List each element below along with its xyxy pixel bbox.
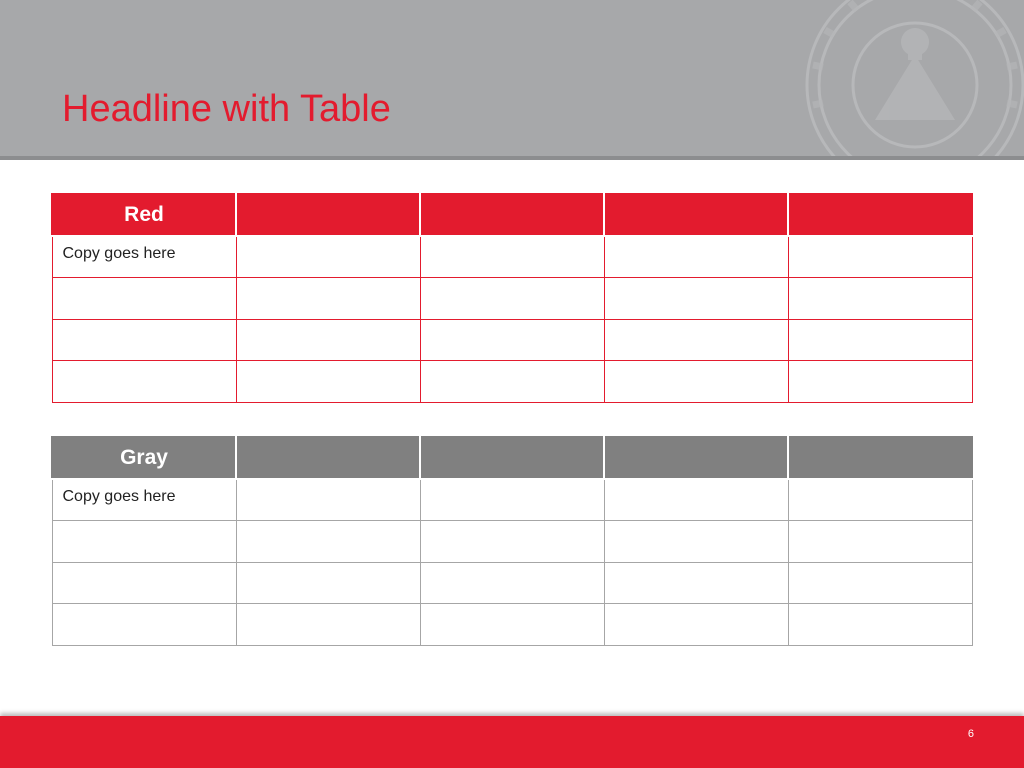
table-cell bbox=[52, 319, 236, 361]
table-cell bbox=[604, 479, 788, 521]
page-title: Headline with Table bbox=[62, 88, 391, 130]
red-table bbox=[51, 193, 973, 403]
table-cell bbox=[420, 319, 604, 361]
table-cell bbox=[788, 361, 972, 403]
gray-table bbox=[51, 436, 973, 646]
table-row bbox=[52, 236, 972, 278]
table-cell bbox=[420, 236, 604, 278]
gray-table-header-cell bbox=[604, 437, 788, 479]
table-cell bbox=[788, 319, 972, 361]
table-cell bbox=[52, 521, 236, 563]
gray-table-header-row bbox=[52, 437, 972, 479]
table-cell bbox=[52, 562, 236, 604]
red-table-header-cell bbox=[236, 194, 420, 236]
table-cell bbox=[604, 236, 788, 278]
table-cell bbox=[604, 562, 788, 604]
table-row bbox=[52, 278, 972, 320]
table-cell bbox=[604, 604, 788, 646]
table-cell bbox=[236, 479, 420, 521]
table-row bbox=[52, 479, 972, 521]
table-cell bbox=[236, 319, 420, 361]
footer-band bbox=[0, 716, 1024, 768]
header-band bbox=[0, 0, 1024, 160]
table-cell bbox=[604, 278, 788, 320]
table-cell bbox=[788, 562, 972, 604]
university-seal-watermark bbox=[800, 0, 1024, 160]
gray-table-header-cell bbox=[788, 437, 972, 479]
table-cell bbox=[420, 604, 604, 646]
table-cell bbox=[52, 361, 236, 403]
red-table-header-cell bbox=[604, 194, 788, 236]
table-row bbox=[52, 562, 972, 604]
table-cell: Copy goes here bbox=[52, 479, 236, 521]
table-cell bbox=[236, 278, 420, 320]
gray-table-header-cell: Gray bbox=[52, 437, 236, 479]
red-table-header-cell bbox=[788, 194, 972, 236]
table-cell bbox=[236, 521, 420, 563]
table-row bbox=[52, 521, 972, 563]
table-cell bbox=[52, 278, 236, 320]
page-number: 6 bbox=[967, 728, 974, 740]
red-table-header-cell: Red bbox=[52, 194, 236, 236]
table-cell bbox=[788, 278, 972, 320]
table-cell bbox=[420, 562, 604, 604]
gray-table-header-cell bbox=[420, 437, 604, 479]
table-row bbox=[52, 319, 972, 361]
table-cell bbox=[236, 562, 420, 604]
table-cell bbox=[420, 278, 604, 320]
table-cell bbox=[788, 236, 972, 278]
table-cell bbox=[604, 319, 788, 361]
table-cell: Copy goes here bbox=[52, 236, 236, 278]
table-cell bbox=[788, 479, 972, 521]
table-cell bbox=[236, 361, 420, 403]
table-cell bbox=[236, 236, 420, 278]
table-cell bbox=[420, 521, 604, 563]
table-cell bbox=[420, 361, 604, 403]
gray-table-header-cell bbox=[236, 437, 420, 479]
table-row bbox=[52, 361, 972, 403]
red-table-header-cell bbox=[420, 194, 604, 236]
red-table-header-row bbox=[52, 194, 972, 236]
table-row bbox=[52, 604, 972, 646]
table-cell bbox=[420, 479, 604, 521]
table-cell bbox=[236, 604, 420, 646]
table-cell bbox=[788, 604, 972, 646]
table-cell bbox=[52, 604, 236, 646]
table-cell bbox=[604, 521, 788, 563]
table-cell bbox=[788, 521, 972, 563]
table-cell bbox=[604, 361, 788, 403]
